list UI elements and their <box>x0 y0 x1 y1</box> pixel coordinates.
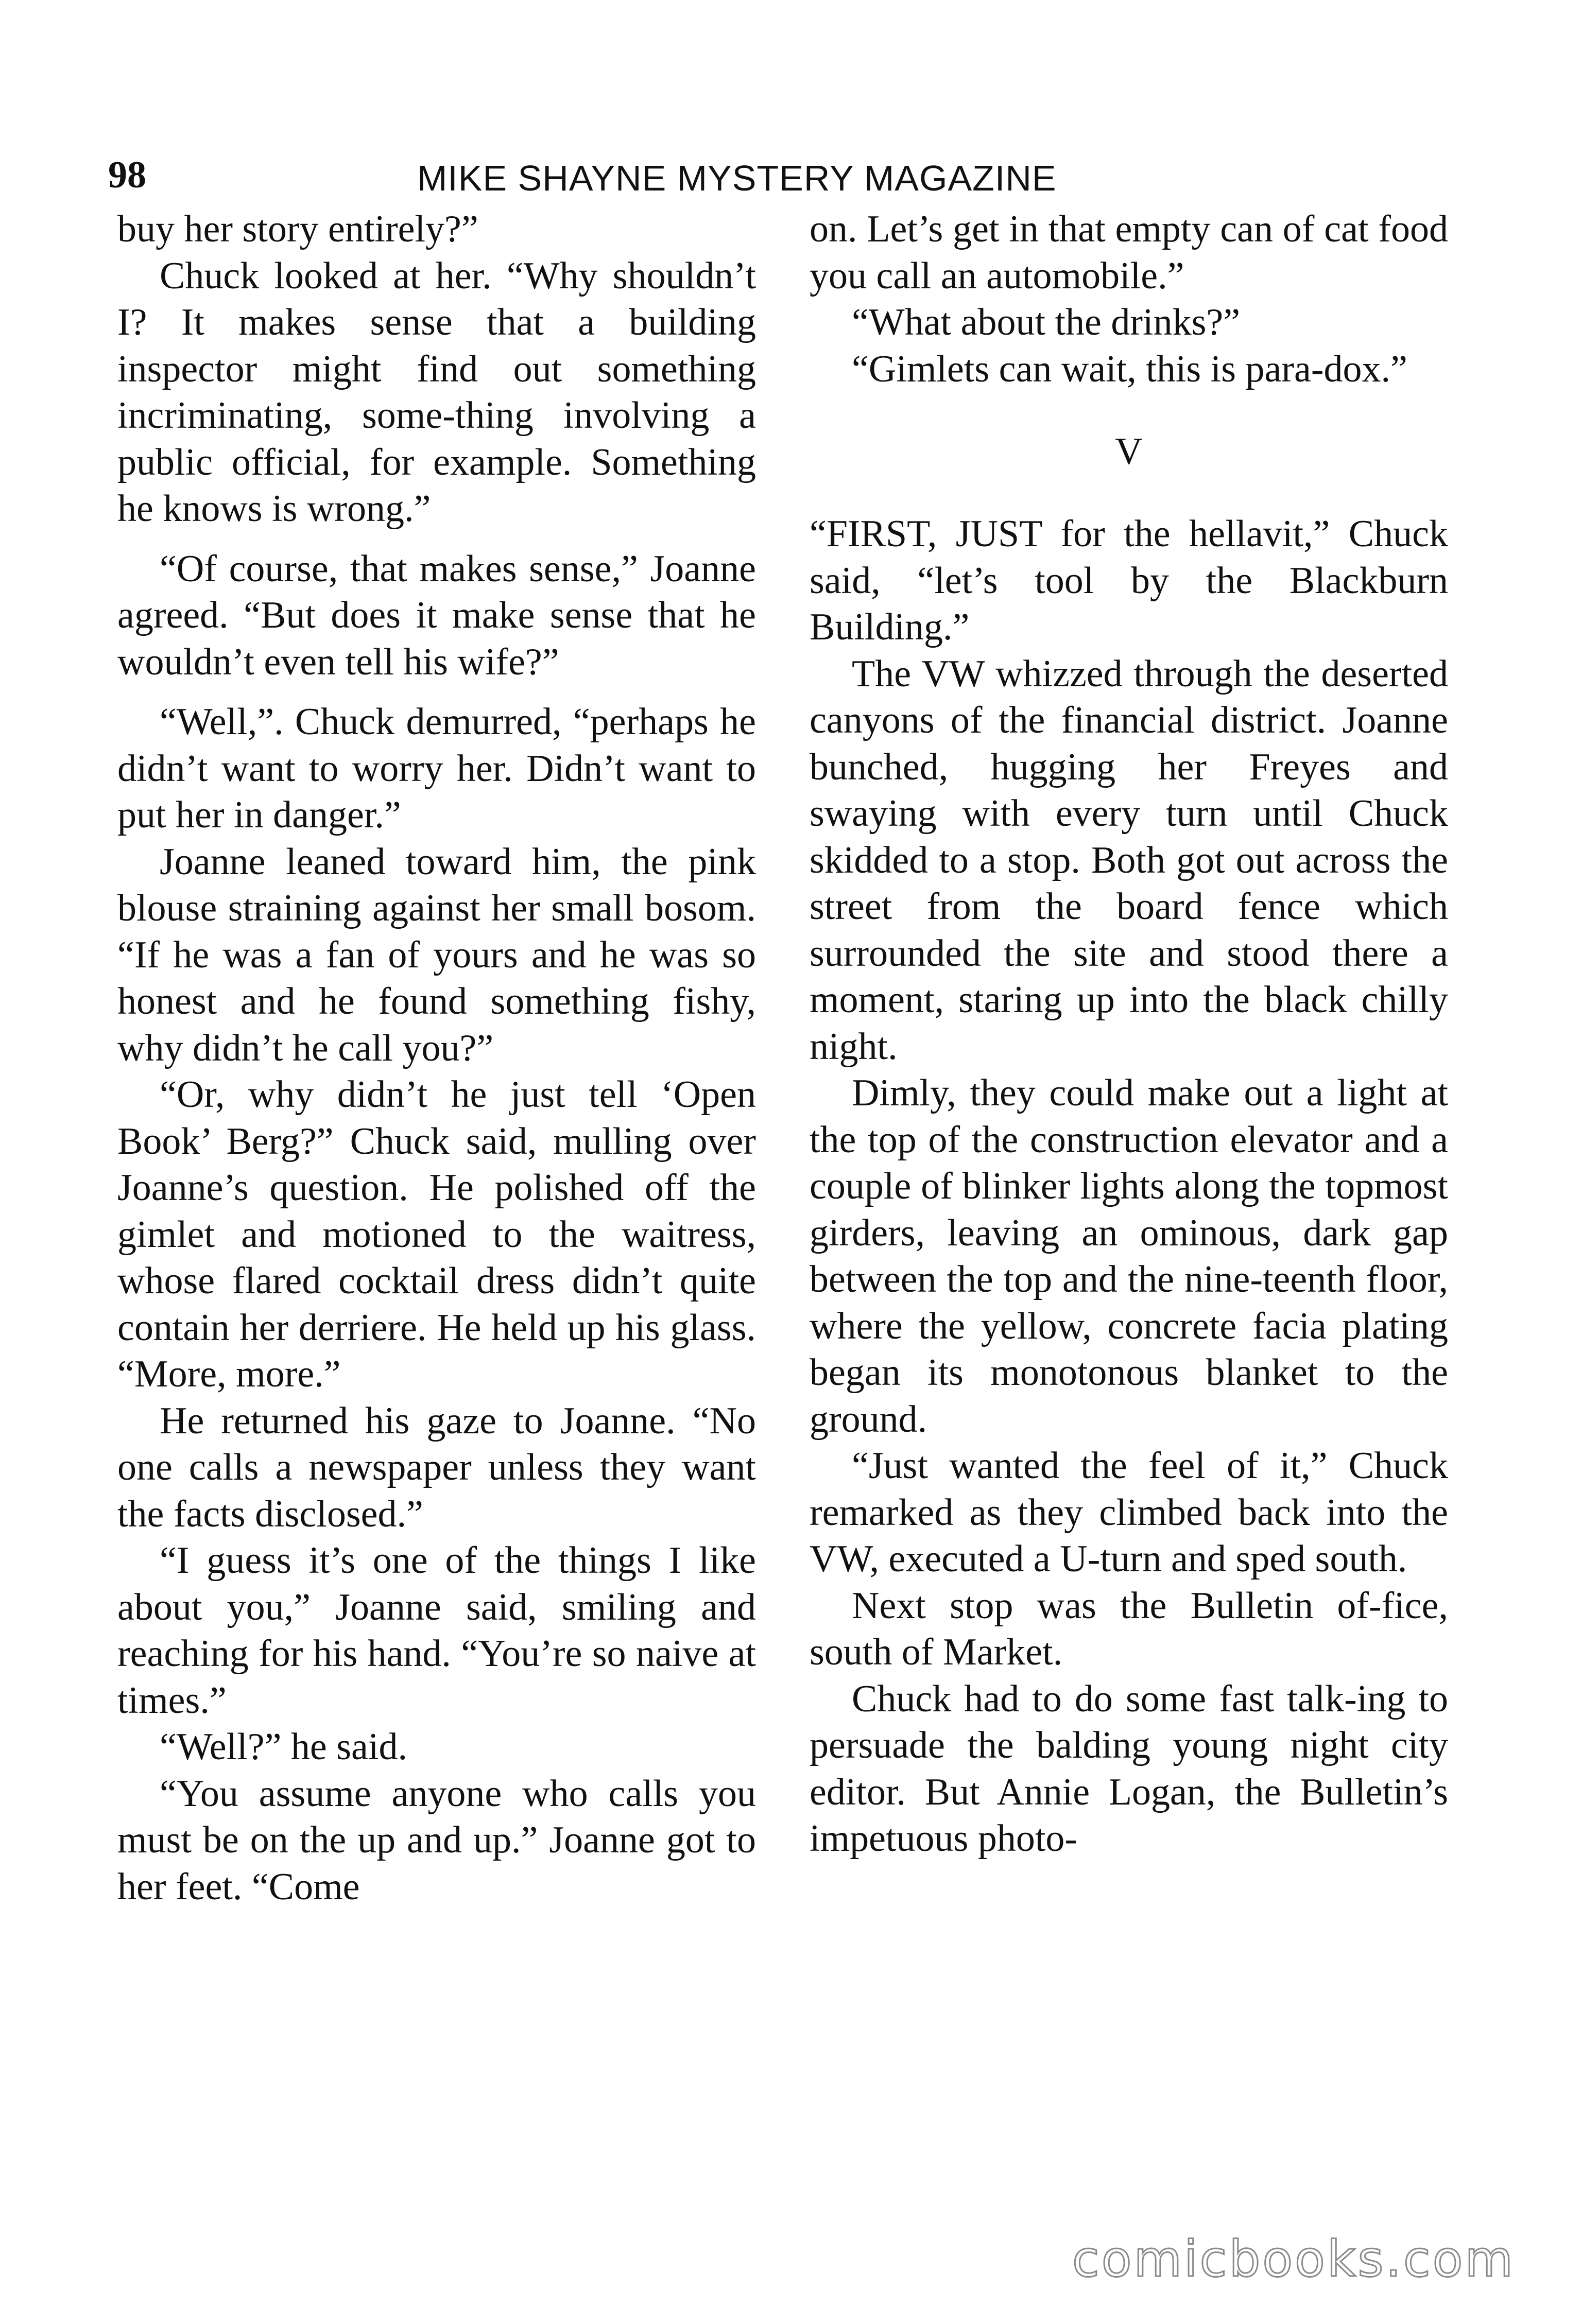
paragraph: “Of course, that makes sense,” Joanne agreed. “But does it make sense that he wouldn’t even tell his wife?” <box>117 547 756 683</box>
paragraph: “Well?” he said. <box>160 1726 407 1768</box>
page-header <box>108 149 1468 206</box>
running-title: MIKE SHAYNE MYSTERY MAGAZINE <box>417 158 1057 198</box>
left-column <box>117 206 756 1910</box>
paragraph: “I guess it’s one of the things I like about you,” Joanne said, smiling and reaching for his hand. “You’re so naive at times.” <box>117 1539 756 1722</box>
paragraph: “FIRST, JUST for the hellavit,” Chuck said, “let’s tool by the Blackburn Building.” <box>810 513 1448 648</box>
paragraph: “Well,”. Chuck demurred, “perhaps he didn’t want to worry her. Didn’t want to put her in danger.” <box>117 701 756 836</box>
paragraph: Chuck had to do some fast talk-ing to persuade the balding young night city editor. But Annie Logan, the Bulletin’s impetuous photo- <box>810 1677 1448 1860</box>
page-number: 98 <box>108 154 146 196</box>
paragraph: on. Let’s get in that empty can of cat food you call an automobile.” <box>810 208 1448 297</box>
watermark-logo: comicbooks.com <box>1072 2230 1515 2288</box>
paragraph: The VW whizzed through the deserted canyons of the financial district. Joanne bunched, hugging her Freyes and swaying with every turn until Chuck skidded to a stop. Both got out across the street from the board fence which surrounded the site and stood there a moment, staring up into the black chilly night. <box>810 652 1448 1068</box>
paragraph: Next stop was the Bulletin of-fice, south of Market. <box>810 1584 1448 1673</box>
paragraph: “Or, why didn’t he just tell ‘Open Book’ Berg?” Chuck said, mulling over Joanne’s question. He polished off the gimlet and motioned to the waitress, whose flared cocktail dress didn’t quite contain her derriere. He held up his glass. “More, more.” <box>117 1073 756 1395</box>
paragraph: “Just wanted the feel of it,” Chuck remarked as they climbed back into the VW, executed a U-turn and sped south. <box>810 1445 1448 1580</box>
paragraph: “What about the drinks?” <box>852 301 1241 343</box>
paragraph: Dimly, they could make out a light at the top of the construction elevator and a couple of blinker lights along the topmost girders, leaving an ominous, dark gap between the top and the nine-teenth floor, where the yellow, concrete facia plating began its monotonous blanket to the ground. <box>810 1072 1448 1441</box>
paragraph: Joanne leaned toward him, the pink blouse straining against her small bosom. “If he was a fan of yours and he was so honest and he found something fishy, why didn’t he call you?” <box>117 840 756 1069</box>
section-heading: V <box>1115 430 1143 473</box>
paragraph: “Gimlets can wait, this is para-dox.” <box>852 348 1407 390</box>
paragraph: “You assume anyone who calls you must be on the up and up.” Joanne got to her feet. “Come <box>117 1772 756 1908</box>
paragraph: He returned his gaze to Joanne. “No one calls a newspaper unless they want the facts disclosed.” <box>117 1399 756 1535</box>
paragraph: buy her story entirely?” <box>117 208 478 250</box>
right-column <box>810 206 1448 1862</box>
paragraph: Chuck looked at her. “Why shouldn’t I? It makes sense that a building inspector might find out something incriminating, some-thing involving a public official, for example. Something he knows is wrong.” <box>117 254 756 530</box>
